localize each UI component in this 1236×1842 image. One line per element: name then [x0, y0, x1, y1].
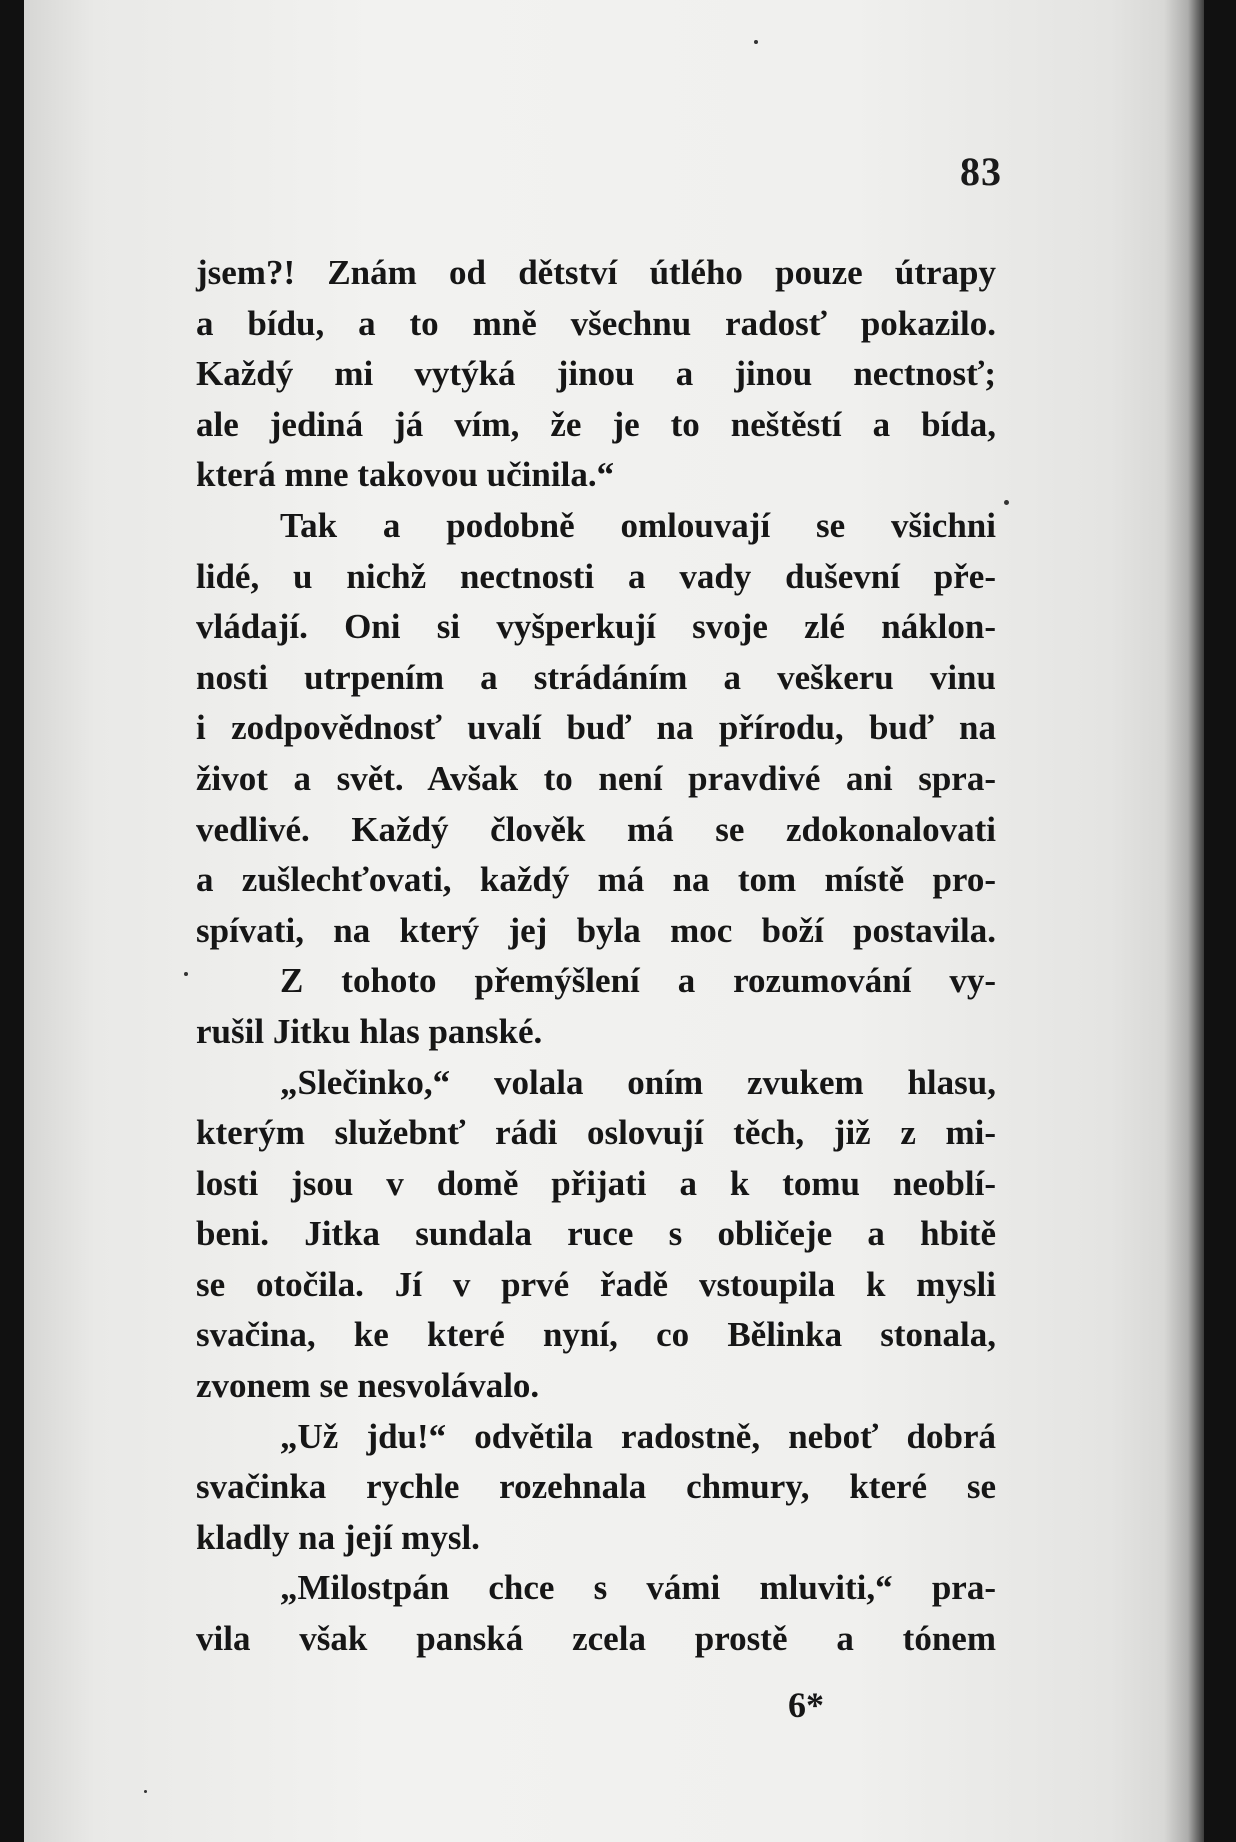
text-line: spívati, na který jej byla moc boží postavila.: [196, 910, 996, 950]
paper-speck: [184, 972, 188, 976]
text-line: lidé, u nichž nectnosti a vady duševní pře-: [196, 556, 996, 596]
text-line: vedlivé. Každý člověk má se zdokonalovati: [196, 809, 996, 849]
text-line: Z tohoto přemýšlení a rozumování vy-: [280, 961, 996, 1001]
text-line: i zodpovědnosť uvalí buď na přírodu, buď na: [196, 708, 996, 748]
page-edge-shadow: [1164, 0, 1204, 1842]
text-line: která mne takovou učinila.“: [196, 455, 615, 495]
gathering-signature: 6*: [788, 1685, 824, 1725]
text-line: a zušlechťovati, každý má na tom místě pro-: [196, 860, 996, 900]
paper-speck: [1004, 500, 1009, 505]
text-line: kterým služebnť rádi oslovují těch, již z mi-: [196, 1113, 996, 1153]
text-line: „Slečinko,“ volala oním zvukem hlasu,: [280, 1062, 996, 1102]
text-line: vládají. Oni si vyšperkují svoje zlé náklon-: [196, 607, 996, 647]
paper-speck: [754, 40, 758, 44]
text-line: beni. Jitka sundala ruce s obličeje a hbitě: [196, 1214, 996, 1254]
text-line: „Milostpán chce s vámi mluviti,“ pra-: [280, 1568, 996, 1608]
text-line: rušil Jitku hlas panské.: [196, 1011, 543, 1051]
text-line: Tak a podobně omlouvají se všichni: [280, 505, 996, 545]
body-text: [196, 248, 996, 1665]
text-line: svačinka rychle rozehnala chmury, které se: [196, 1467, 996, 1507]
text-line: ale jediná já vím, že je to neštěstí a bída,: [196, 404, 996, 444]
text-line: jsem?! Znám od dětství útlého pouze útrapy: [196, 253, 996, 292]
text-line: kladly na její mysl.: [196, 1517, 480, 1557]
text-line: a bídu, a to mně všechnu radosť pokazilo.: [196, 303, 996, 343]
page-number: 83: [960, 149, 1002, 194]
text-line: „Už jdu!“ odvětila radostně, neboť dobrá: [280, 1416, 996, 1456]
text-line: nosti utrpením a strádáním a veškeru vinu: [196, 657, 996, 697]
text-line: se otočila. Jí v prvé řadě vstoupila k mysli: [196, 1264, 996, 1304]
text-line: zvonem se nesvolávalo.: [196, 1366, 540, 1406]
text-line: losti jsou v domě přijati a k tomu neoblí-: [196, 1163, 996, 1203]
paper-speck: [144, 1790, 147, 1793]
text-line: svačina, ke které nyní, co Bělinka stonala,: [196, 1315, 996, 1355]
book-page: [24, 0, 1204, 1842]
text-line: vila však panská zcela prostě a tónem: [196, 1619, 996, 1659]
text-line: Každý mi vytýká jinou a jinou nectnosť;: [196, 354, 996, 394]
text-line: život a svět. Avšak to není pravdivé ani spra-: [196, 758, 996, 798]
